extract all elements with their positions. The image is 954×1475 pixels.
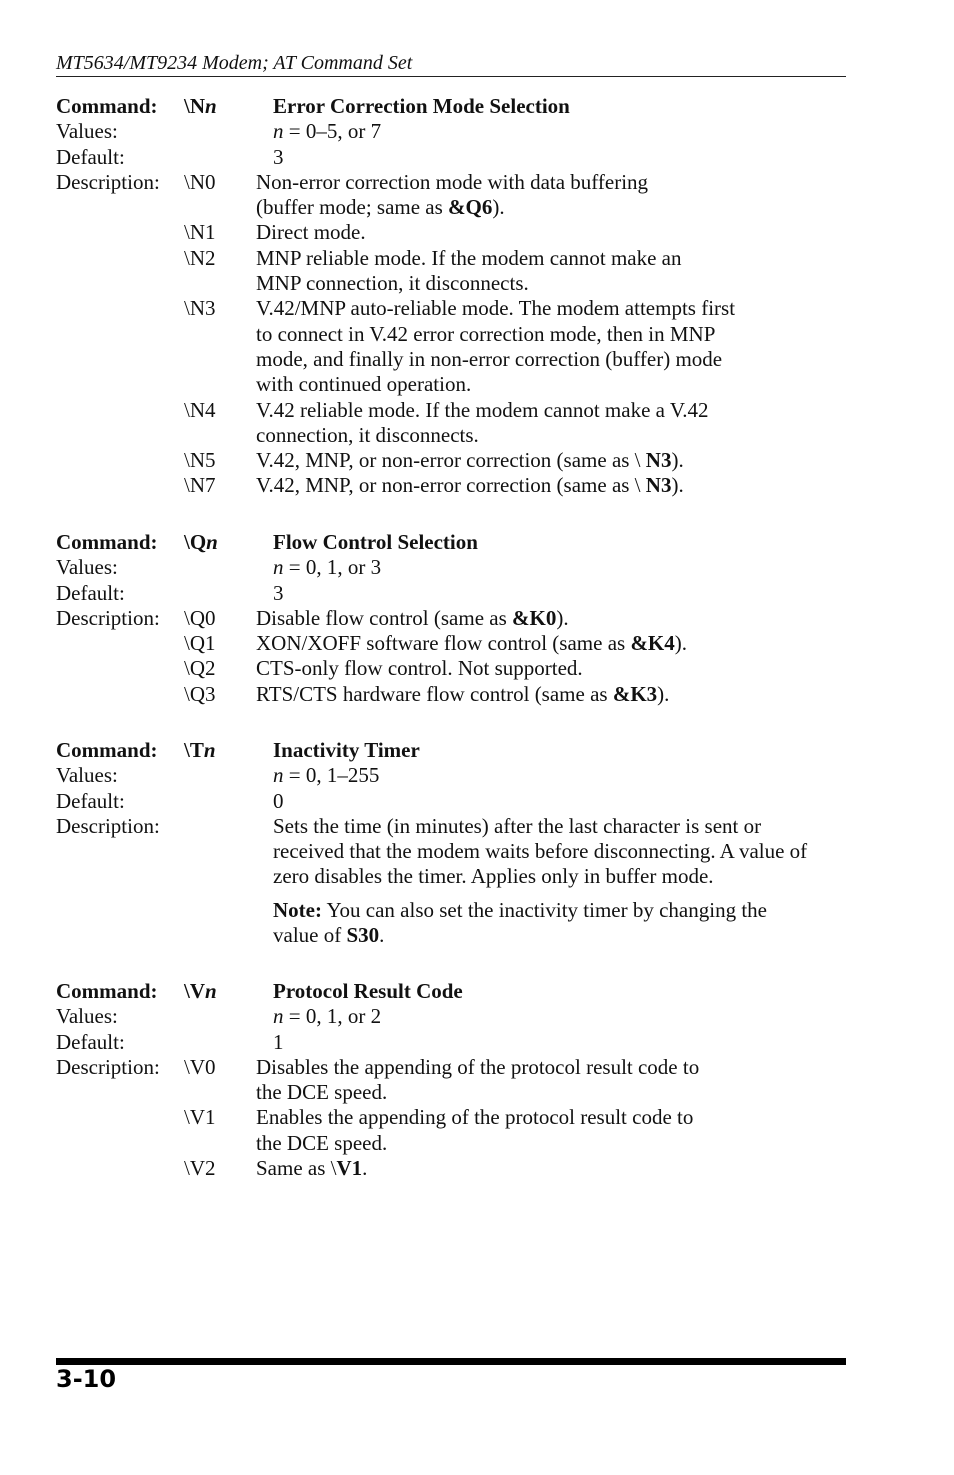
default-row (56, 789, 846, 814)
option-text: V.42/MNP auto-reliable mode. The modem attempts first to connect in V.42 error correction mode, then in MNP mode, and finally in non-error correction (buffer) mode with continued operation. (256, 296, 736, 397)
values-label: Values: (56, 119, 118, 144)
option-text: RTS/CTS hardware flow control (same as &K3). (256, 681, 670, 706)
option-item (184, 170, 846, 221)
command-title: Flow Control Selection (273, 530, 478, 554)
option-text: Disable flow control (same as &K0). (256, 605, 569, 630)
command-label: Command: (56, 94, 158, 118)
values-row (56, 119, 846, 144)
option-item (184, 682, 846, 707)
default-row (56, 581, 846, 606)
option-text: V.42, MNP, or non-error correction (same as \ N3). (256, 473, 684, 498)
option-item (184, 1156, 846, 1181)
default-value: 0 (273, 788, 284, 813)
option-text: Disables the appending of the protocol result code to the DCE speed. (256, 1054, 700, 1105)
command-row (56, 94, 846, 119)
option-text: Non-error correction mode with data buffering (buffer mode; same as &Q6). (256, 169, 649, 220)
option-item (184, 656, 846, 681)
command-label: Command: (56, 738, 158, 762)
page-number: 3-10 (56, 1365, 117, 1393)
command-section-inactivity-timer (56, 738, 846, 948)
option-code: \Q0 (184, 605, 216, 630)
description-text: Sets the time (in minutes) after the last character is sent or received that the modem waits before disconnecting. A value of zero disables the timer. Applies only in buffer mode. (273, 813, 808, 889)
option-code: \N0 (184, 169, 216, 194)
default-value: 3 (273, 144, 284, 169)
values-label: Values: (56, 555, 118, 580)
description-row (56, 814, 846, 948)
command-title: Error Correction Mode Selection (273, 94, 570, 118)
option-text: CTS-only flow control. Not supported. (256, 656, 583, 681)
default-row (56, 145, 846, 170)
option-list (184, 1055, 846, 1181)
values-text: n = 0, 1–255 (273, 763, 380, 788)
option-code: \Q3 (184, 681, 216, 706)
command-section-flow-control (56, 530, 846, 707)
description-label: Description: (56, 605, 160, 630)
description-label: Description: (56, 813, 160, 838)
values-row (56, 763, 846, 788)
default-label: Default: (56, 144, 125, 169)
values-row (56, 555, 846, 580)
option-code: \N2 (184, 245, 216, 270)
option-text: Same as \V1. (256, 1156, 368, 1181)
default-row (56, 1030, 846, 1055)
command-code: \Vn (184, 979, 217, 1003)
values-row (56, 1004, 846, 1029)
default-value: 3 (273, 580, 284, 605)
command-section-protocol-result (56, 979, 846, 1181)
footer-rule (56, 1358, 846, 1365)
values-text: n = 0, 1, or 3 (273, 555, 382, 580)
default-label: Default: (56, 788, 125, 813)
option-code: \V1 (184, 1105, 216, 1130)
option-text: XON/XOFF software flow control (same as &K4). (256, 631, 688, 656)
values-label: Values: (56, 1004, 118, 1029)
option-item (184, 448, 846, 473)
option-text: V.42, MNP, or non-error correction (same as \ N3). (256, 448, 684, 473)
option-text: Direct mode. (256, 220, 366, 245)
option-item (184, 1055, 846, 1106)
option-code: \N1 (184, 220, 216, 245)
option-code: \V2 (184, 1156, 216, 1181)
note-text: Note: You can also set the inactivity timer by changing the value of S30. (273, 897, 767, 948)
default-value: 1 (273, 1029, 284, 1054)
option-item (184, 473, 846, 498)
description-row (56, 170, 846, 499)
default-label: Default: (56, 1029, 125, 1054)
option-code: \N3 (184, 296, 216, 321)
description-row (56, 606, 846, 707)
option-item (184, 246, 846, 297)
command-title: Protocol Result Code (273, 979, 463, 1003)
command-code: \Qn (184, 530, 218, 554)
option-code: \Q2 (184, 656, 216, 681)
option-item (184, 631, 846, 656)
command-row (56, 979, 846, 1004)
command-title: Inactivity Timer (273, 738, 420, 762)
command-label: Command: (56, 530, 158, 554)
option-code: \N4 (184, 397, 216, 422)
description-label: Description: (56, 169, 160, 194)
command-label: Command: (56, 979, 158, 1003)
running-header: MT5634/MT9234 Modem; AT Command Set (56, 50, 846, 77)
command-section-error-correction (56, 94, 846, 499)
command-row (56, 530, 846, 555)
command-row (56, 738, 846, 763)
values-text: n = 0, 1, or 2 (273, 1004, 382, 1029)
option-item (184, 220, 846, 245)
option-list (184, 170, 846, 499)
description-body (273, 814, 846, 948)
option-code: \V0 (184, 1054, 216, 1079)
option-item (184, 296, 846, 397)
option-code: \Q1 (184, 631, 216, 656)
command-code: \Nn (184, 94, 217, 118)
option-item (184, 1105, 846, 1156)
option-code: \N7 (184, 473, 216, 498)
option-text: V.42 reliable mode. If the modem cannot make a V.42 connection, it disconnects. (256, 397, 709, 447)
option-text: Enables the appending of the protocol result code to the DCE speed. (256, 1105, 694, 1155)
description-row (56, 1055, 846, 1181)
option-text: MNP reliable mode. If the modem cannot make an MNP connection, it disconnects. (256, 245, 682, 296)
option-code: \N5 (184, 448, 216, 473)
values-label: Values: (56, 763, 118, 788)
option-item (184, 606, 846, 631)
option-item (184, 398, 846, 449)
default-label: Default: (56, 580, 125, 605)
values-text: n = 0–5, or 7 (273, 119, 382, 144)
command-code: \Tn (184, 738, 216, 762)
description-label: Description: (56, 1054, 160, 1079)
option-list (184, 606, 846, 707)
